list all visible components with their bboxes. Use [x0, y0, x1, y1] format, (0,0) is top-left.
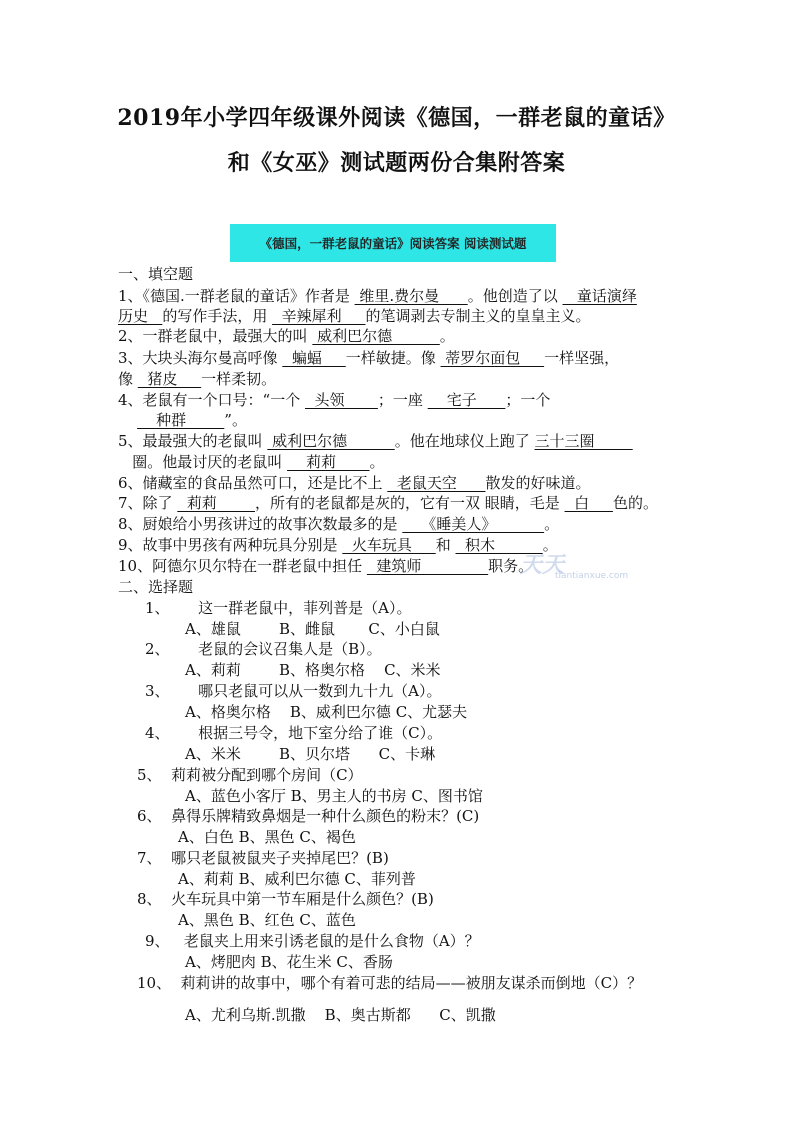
text-segment: 的写作手法，用	[162, 307, 273, 325]
text-segment: A、蓝色小客厅 B、男主人的书房 C、图书馆	[185, 787, 483, 805]
question-7	[118, 493, 658, 513]
choice-question-7	[137, 848, 389, 868]
choice-options-5	[185, 786, 483, 806]
text-segment: 6、 鼻得乐牌精致鼻烟是一种什么颜色的粉末？(C)	[137, 807, 480, 825]
answer-blank: 积木	[455, 536, 543, 554]
text-segment: 。他在地球仪上跑了	[394, 432, 535, 450]
text-segment: 职务。	[488, 557, 534, 575]
choice-options-1	[185, 619, 440, 639]
answer-blank: 蝙蝠	[282, 349, 346, 367]
text-segment: A、白色 B、黑色 C、褐色	[178, 828, 356, 846]
text-segment: 9、 老鼠夹上用来引诱老鼠的是什么食物（A）？	[145, 932, 480, 950]
question-3-line-2	[118, 369, 276, 389]
question-4-line-2	[118, 410, 247, 430]
choice-question-6	[137, 806, 479, 826]
text-segment: 10、 莉莉讲的故事中，哪个有着可悲的结局——被朋友谋杀而倒地（C）？	[137, 974, 643, 992]
text-segment: 一样柔韧。	[201, 370, 277, 388]
document-title-line2: 和《女巫》测试题两份合集附答案	[227, 150, 566, 176]
text-segment: 一样坚强，	[544, 349, 620, 367]
text-segment: 4、 根据三号令，地下室分给了谁（C）。	[145, 724, 443, 742]
document-title-line1: 2019年小学四年级课外阅读《德国，一群老鼠的童话》	[117, 105, 676, 131]
text-segment: 7、除了	[118, 494, 178, 512]
text-segment: 4、老鼠有一个口号：“一个	[118, 391, 305, 409]
choice-question-10	[137, 973, 642, 993]
answer-blank: 建筑师	[366, 557, 489, 575]
text-segment	[118, 411, 137, 429]
answer-blank: 头领	[304, 391, 378, 409]
choice-options-10	[185, 1005, 496, 1025]
text-segment: 7、 哪只老鼠被鼠夹子夹掉尾巴？(B)	[137, 849, 389, 867]
text-segment: 圈。他最讨厌的老鼠叫	[118, 453, 288, 471]
choice-options-4	[185, 744, 435, 764]
section-banner	[230, 224, 556, 262]
text-segment: 8、 火车玩具中第一节车厢是什么颜色？(B)	[137, 890, 434, 908]
choice-options-8	[178, 910, 356, 930]
text-segment: ，所有的老鼠都是灰的，它有一双 眼睛，毛是	[255, 494, 565, 512]
text-segment: 。	[544, 515, 560, 533]
text-segment: A、烤肥肉 B、花生米 C、香肠	[185, 953, 393, 971]
choice-options-7	[178, 869, 416, 889]
text-segment: 1、《德国.一群老鼠的童话》作者是	[118, 287, 355, 305]
text-segment: A、黑色 B、红色 C、蓝色	[178, 911, 356, 929]
choice-question-2	[145, 639, 382, 659]
choice-question-5	[137, 765, 363, 785]
answer-blank: 莉莉	[177, 494, 255, 512]
text-segment: A、莉莉 B、威利巴尔德 C、菲列普	[178, 870, 416, 888]
choice-question-9	[145, 931, 480, 951]
choice-options-9	[185, 952, 393, 972]
question-4-line-1	[118, 390, 550, 410]
answer-blank: 火车玩具	[342, 536, 436, 554]
answer-blank: 历史	[118, 307, 163, 325]
answer-blank: 维里.费尔曼	[354, 287, 468, 305]
text-segment: 和	[435, 536, 456, 554]
text-segment: 1、 这一群老鼠中，菲列普是（A）。	[145, 599, 412, 617]
question-1-line-2	[118, 306, 591, 326]
text-segment: A、莉莉 B、格奥尔格 C、米米	[185, 661, 441, 679]
choice-question-8	[137, 889, 434, 909]
text-segment: 10、阿德尔贝尔特在一群老鼠中担任	[118, 557, 367, 575]
text-segment: 散发的好味道。	[485, 474, 591, 492]
text-segment: A、米米 B、贝尔塔 C、卡琳	[185, 745, 436, 763]
choice-question-4	[145, 723, 442, 743]
text-segment: 6、储藏室的食品虽然可口，还是比不上	[118, 474, 388, 492]
answer-blank: 宅子	[427, 391, 506, 409]
text-segment: 3、 哪只老鼠可以从一数到九十九（A）。	[145, 682, 442, 700]
section-heading-choice	[118, 577, 193, 597]
text-segment: A、雄鼠 B、雌鼠 C、小白鼠	[185, 620, 440, 638]
watermark-logo: 天天	[520, 553, 565, 578]
answer-blank: 猪皮	[137, 370, 202, 388]
answer-blank: 蒂罗尔面包	[440, 349, 545, 367]
text-segment: 9、故事中男孩有两种玩具分别是	[118, 536, 343, 554]
answer-blank: 莉莉	[287, 453, 370, 471]
question-5-line-2	[118, 452, 385, 472]
text-segment: 。	[439, 327, 455, 345]
watermark-url: tiantianxue.com	[555, 571, 629, 581]
text-segment: 。	[542, 536, 558, 554]
text-segment: ；一个	[505, 391, 551, 409]
answer-blank: 种群	[137, 411, 225, 429]
answer-blank: 辛辣犀利	[272, 307, 366, 325]
text-segment: 像	[118, 370, 138, 388]
text-segment: ”。	[224, 411, 247, 429]
question-1-line-1	[118, 286, 637, 306]
text-segment: A、尤利乌斯.凯撒 B、奥古斯都 C、凯撒	[185, 1006, 496, 1024]
text-segment: 色的。	[612, 494, 658, 512]
question-6	[118, 473, 591, 493]
answer-blank: 白	[564, 494, 613, 512]
text-segment: 3、大块头海尔曼高呼像	[118, 349, 283, 367]
text-segment: 。他创造了以	[467, 287, 563, 305]
question-8	[118, 514, 559, 534]
text-segment: 。	[369, 453, 385, 471]
text-segment: 的笔调剥去专制主义的皇皇主义。	[365, 307, 591, 325]
choice-question-3	[145, 681, 442, 701]
choice-options-2	[185, 660, 441, 680]
answer-blank: 威利巴尔德	[312, 327, 440, 345]
text-segment: 二、选择题	[118, 578, 194, 596]
text-segment: 一样敏捷。像	[345, 349, 441, 367]
answer-blank: 童话演绎	[562, 287, 637, 305]
question-3-line-1	[118, 348, 619, 368]
section-heading-fill-blank	[118, 264, 193, 284]
answer-blank: 三十三圈	[534, 432, 633, 450]
text-segment: A、格奥尔格 B、威利巴尔德 C、尤瑟夫	[185, 703, 468, 721]
question-5-line-1	[118, 431, 633, 451]
answer-blank: 威利巴尔德	[267, 432, 395, 450]
choice-options-3	[185, 702, 467, 722]
question-2	[118, 326, 455, 346]
choice-options-6	[178, 827, 356, 847]
answer-blank: 《睡美人》	[402, 515, 545, 533]
text-segment: 2、 老鼠的会议召集人是（B）。	[145, 640, 382, 658]
section-banner-text: 《德国，一群老鼠的童话》阅读答案 阅读测试题	[259, 236, 527, 251]
text-segment: 5、最最强大的老鼠叫	[118, 432, 268, 450]
text-segment: 一、填空题	[118, 265, 194, 283]
text-segment: ；一座	[377, 391, 428, 409]
answer-blank: 老鼠天空	[387, 474, 486, 492]
text-segment: 5、 莉莉被分配到哪个房间（C）	[137, 766, 363, 784]
question-9	[118, 535, 558, 555]
choice-question-1	[145, 598, 412, 618]
question-10	[118, 556, 533, 576]
text-segment: 2、一群老鼠中，最强大的叫	[118, 327, 313, 345]
text-segment: 8、厨娘给小男孩讲过的故事次数最多的是	[118, 515, 403, 533]
